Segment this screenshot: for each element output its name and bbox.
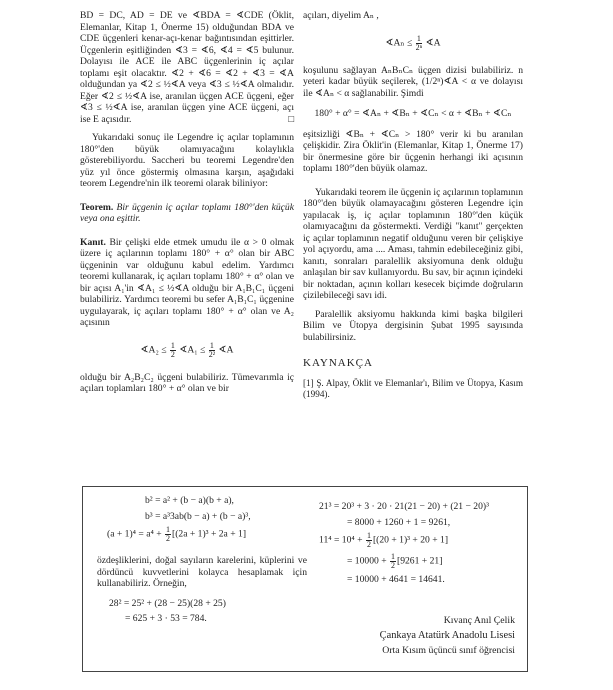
fraction-quarter: $\frac{1}{\text{2²}}$	[208, 340, 216, 359]
qed-mark: □	[288, 113, 294, 125]
identity-square: b² = a² + (b − a)(b + a),	[145, 495, 234, 506]
paragraph-angles: açıları, diyelim Aₙ ,	[303, 10, 379, 21]
theorem: Teorem. Bir üçgenin iç açılar toplamı 180°'den küçük veya ona eşittir.	[80, 201, 294, 224]
proof: Kanıt. Bir çelişki elde etmek umudu ile α > 0 olmak üzere iç açılarının toplamı 180° + α° olan bir ABC üçgeninin var olduğunu kabul edelim. Yardımcı teoremi kullanarak, iç açıları toplamı 180° + α° olan ve bir açısı A₁'in ∢A₁ ≤ ½∢A olduğu bir A₁B₁C₁ üçgeni bulabiliriz. Yardımcı teoremi bu sefer A₁B₁C₁ üçgenine uygulayarak, iç açıları toplamı 180° + α° olan ve A₂ açısının	[80, 236, 295, 328]
example-11-b: = 10000 + $\frac{1}{2}$ [9261 + 21]	[347, 552, 443, 570]
paragraph-contradiction: eşitsizliği ∢Bₙ + ∢Cₙ > 180° verir ki bu aranılan çelişkidir. Zira Öklit'in (Elemanlar, Kitap 1, Önerme 17) bir önermesine göre bir üçgenin herhangi iki açısının toplamı 180°'den büyük olamaz.	[303, 128, 523, 174]
example-11-a: 11⁴ = 10⁴ + $\frac{1}{2}$ [(20 + 1)³ + 20 + 1]	[319, 531, 449, 549]
author-class: Orta Kısım üçüncü sınıf öğrencisi	[382, 645, 515, 656]
example-28-b: = 625 + 3 · 53 = 784.	[125, 613, 207, 624]
author-school: Çankaya Atatürk Anadolu Lisesi	[379, 630, 515, 641]
example-28-a: 28² = 25² + (28 − 25)(28 + 25)	[109, 597, 226, 609]
paragraph-further-reading: Paralellik aksiyomu hakkında kimi başka bilgileri Bilim ve Ütopya dergisinin Şubat 1995 sayısında bulabilirsiniz.	[303, 308, 523, 343]
fraction-2n: $\frac{1}{\text{2ⁿ}}$	[415, 33, 423, 52]
identity-fourth: (a + 1)⁴ = a⁴ + $\frac{1}{2}$ [(2a + 1)³ + 2a + 1]	[107, 525, 247, 543]
references-heading: KAYNAKÇA	[303, 357, 373, 369]
paragraph-sequence: koşulunu sağlayan AₙBₙCₙ üçgen dizisi bulabiliriz. n yeteri kadar büyük seçilerek, (1/2ⁿ)∢A < α ve dolayısı ile ∢Aₙ < α sağlanabilir. Şimdi	[303, 64, 523, 99]
equation-a2: ∢A₂ ≤ $\frac{1}{2}$ ∢A₁ ≤ $\frac{1}{\text{2²}}$ ∢A	[140, 340, 234, 359]
example-11-c: = 10000 + 4641 = 14641.	[347, 574, 445, 585]
box-paragraph: özdeşliklerini, doğal sayıların karelerini, küplerini ve dördüncü kuvvetlerini kolayca hesaplamak için kullanabiliriz. Örneğin,	[97, 555, 307, 589]
example-21-b: = 8000 + 1260 + 1 = 9261,	[347, 516, 451, 528]
equation-sum: 180° + α° = ∢Aₙ + ∢Bₙ + ∢Cₙ < α + ∢Bₙ + ∢Cₙ	[314, 108, 512, 119]
right-column	[303, 10, 523, 400]
equation-an: ∢Aₙ ≤ $\frac{1}{\text{2ⁿ}}$ ∢A	[385, 33, 441, 52]
fraction-half-box: $\frac{1}{2}$	[166, 525, 171, 543]
example-21-a: 21³ = 20³ + 3 · 20 · 21(21 − 20) + (21 − 20)³	[319, 501, 489, 512]
box-right	[319, 501, 519, 590]
reference-item: [1] Ş. Alpay, Öklit ve Elemanlar'ı, Bilim ve Ütopya, Kasım (1994).	[303, 378, 523, 400]
paragraph-legendre: Yukarıdaki sonuç ile Legendre iç açılar toplamının 180°'den büyük olamıyacağını kolaylıkla gösterebiliyordu. Saccheri bu teoremi Legendre'den yüz yıl önce göstermiş olmasına karşın, aşağıdaki teorem Legendre'nin ilk teoremi olarak biliniyor:	[80, 132, 294, 189]
fraction-half: $\frac{1}{2}$	[170, 340, 175, 359]
identity-cube: b³ = a³3ab(b − a) + (b − a)³,	[145, 510, 251, 522]
paragraph-induction: olduğu bir A₂B₂C₂ üçgeni bulabiliriz. Tümevarımla iç açıları toplamları 180° + α° olan ve bir	[80, 371, 294, 394]
author-name: Kıvanç Anıl Çelik	[443, 615, 515, 626]
left-column	[80, 10, 294, 395]
box-left	[97, 495, 307, 629]
identities-box	[82, 486, 528, 672]
paragraph-lemma-proof: BD = DC, AD = DE ve ∢BDA = ∢CDE (Öklit, Elemanlar, Kitap 1, Önerme 15) olduğundan BDA ve CDE üçgenleri kenar-açı-kenar bağıntısından eşittirler. Üçgenlerin eşitliğinden ∢3 = ∢6, ∢4 = ∢5 bulunur. Dolayısı ile ACE ile ABC üçgenlerinin iç açılar toplamı eşit olacaktır. ∢2 + ∢6 = ∢2 + ∢3 = ∢A olduğundan ya ∢2 ≤ ½∢A veya ∢3 ≤ ½∢A olmalıdır. Eğer ∢2 ≤ ½∢A ise, aranılan üçgen ACE üçgeni, eğer ∢3 ≤ ½∢A ise, aranılan üçgen yine ACE üçgeni, açı ise E açısıdır. □	[80, 10, 294, 125]
paragraph-legendre-attempt: Yukarıdaki teorem ile üçgenin iç açılarının toplamının 180°'den büyük olamayacağını gösteren Legendre için yapılacak iş, iç açılar toplamının 180°'den küçük olamıyacağını da göstermekti. Verdiği "kanıt" gerçekten iç açılar toplamının negatif olduğunu veren bir çelişkiye yol açıyordu, ama .... Aması, tahmin edebileceğiniz gibi, kanıtı, sonraları paralellik aksiyomuna denk olduğu anlaşılan bir sav kullanıyordu. Bu sav, bir açının içindeki bir noktadan, açının kolları kesecek biçimde doğruların çizilebileceği savı idi.	[303, 186, 523, 301]
